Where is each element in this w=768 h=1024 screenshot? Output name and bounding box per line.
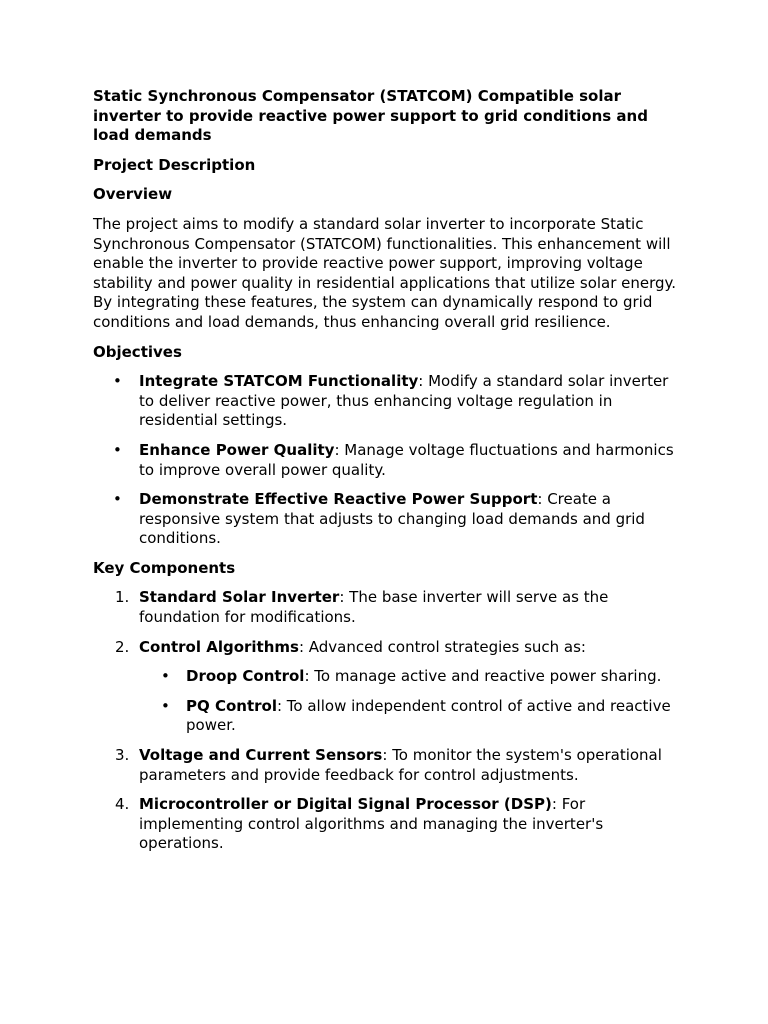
bullet-marker: • [161,696,170,715]
bullet-marker: • [113,372,122,391]
sub-item-label: PQ Control [186,696,277,715]
objective-text: : Manage voltage fluctuations and harmonics to improve overall power quality. [139,440,674,479]
component-label: Voltage and Current Sensors [139,746,383,765]
component-label: Standard Solar Inverter [139,588,340,607]
objectives-heading: Objectives [93,342,182,361]
component-item [93,638,683,736]
component-text: : For implementing control algorithms and managing the inverter's operations. [139,795,604,853]
objective-item [93,490,683,549]
component-item [93,795,683,854]
component-text: : The base inverter will serve as the foundation for modifications. [139,588,609,627]
sub-item-text: : To allow independent control of active and reactive power. [186,696,671,735]
bullet-marker: • [113,490,122,509]
sub-item-label: Droop Control [186,667,305,686]
sub-list-item [139,697,683,736]
item-number: 3. [115,746,130,765]
component-label: Microcontroller or Digital Signal Processor (DSP) [139,795,552,814]
item-number: 2. [115,637,130,656]
item-number: 4. [115,795,130,814]
bullet-marker: • [161,667,170,686]
key-components-heading: Key Components [93,558,236,577]
bullet-marker: • [113,440,122,459]
document-title: Static Synchronous Compensator (STATCOM) Compatible solar inverter to provide reactive power support to grid conditions and load demands [93,87,648,145]
project-description-heading: Project Description [93,155,256,174]
objective-text: : Modify a standard solar inverter to deliver reactive power, thus enhancing voltage regulation in residential settings. [139,372,669,430]
objective-item [93,441,683,480]
objective-label: Demonstrate Effective Reactive Power Support [139,490,538,509]
component-item [93,746,683,785]
objectives-list [93,372,683,549]
sub-list-item [139,667,683,687]
objective-label: Integrate STATCOM Functionality [139,372,419,391]
overview-heading: Overview [93,185,173,204]
sub-item-text: : To manage active and reactive power sharing. [304,667,662,686]
objective-item [93,372,683,431]
component-item [93,588,683,627]
document-body [93,87,683,864]
overview-paragraph: The project aims to modify a standard solar inverter to incorporate Static Synchronous Compensator (STATCOM) functionalities. This enhancement will enable the inverter to provide reactive power support, improving voltage stability and power quality in residential applications that utilize solar energy. By integrating these features, the system can dynamically respond to grid conditions and load demands, thus enhancing overall grid resilience. [93,214,677,331]
component-label: Control Algorithms [139,637,299,656]
objective-text: : Create a responsive system that adjusts to changing load demands and grid conditions. [139,490,645,548]
component-text: : Advanced control strategies such as: [298,637,586,656]
control-algorithms-sublist [139,667,683,736]
item-number: 1. [115,588,130,607]
components-list [93,588,683,854]
objective-label: Enhance Power Quality [139,440,335,459]
component-text: : To monitor the system's operational parameters and provide feedback for control adjustments. [139,746,662,784]
